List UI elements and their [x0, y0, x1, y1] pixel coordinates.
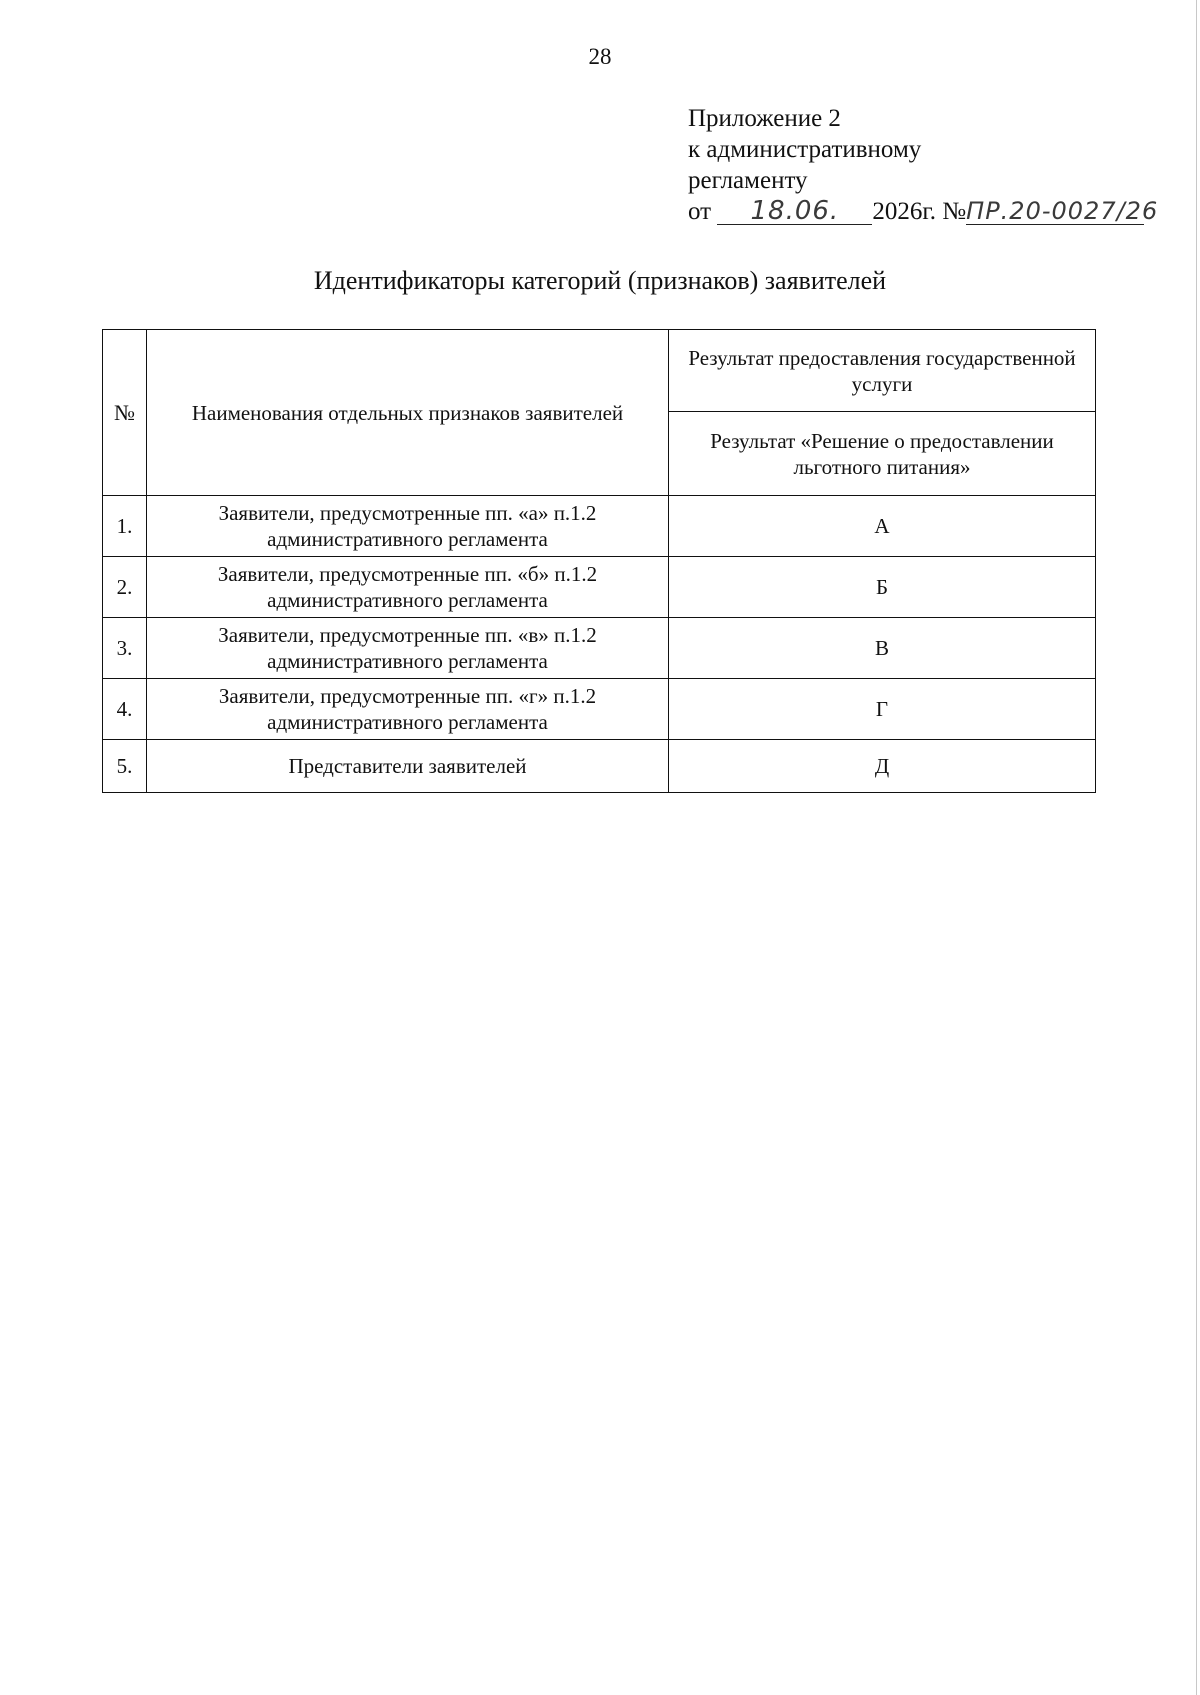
table-row: [103, 618, 1096, 679]
appendix-line-2: к административному: [688, 136, 922, 163]
row-name: Заявители, предусмотренные пп. «б» п.1.2 административного регламента: [147, 557, 669, 618]
row-name: Заявители, предусмотренные пп. «в» п.1.2 административного регламента: [147, 618, 669, 679]
row-number: 2.: [103, 557, 147, 618]
table-header-row: [103, 330, 1096, 412]
header-result-sub: Результат «Решение о предоставлении льготного питания»: [669, 412, 1096, 496]
appendix-date-line: [688, 196, 1159, 227]
year-number-label: 2026г. №: [872, 198, 967, 225]
handwritten-document-number: ПР.20-0027/26: [966, 197, 1159, 225]
row-name: Заявители, предусмотренные пп. «а» п.1.2 административного регламента: [147, 496, 669, 557]
row-result: В: [669, 618, 1096, 679]
appendix-block: [688, 103, 1159, 227]
row-number: 1.: [103, 496, 147, 557]
table-row: [103, 679, 1096, 740]
row-name: Представители заявителей: [147, 740, 669, 793]
header-result-group: Результат предоставления государственной услуги: [669, 330, 1096, 412]
header-number: №: [103, 330, 147, 496]
document-title: Идентификаторы категорий (признаков) заявителей: [313, 266, 887, 295]
header-name: Наименования отдельных признаков заявителей: [147, 330, 669, 496]
appendix-line-1: Приложение 2: [688, 105, 841, 132]
page-number: 28: [588, 44, 612, 69]
from-label: от: [688, 198, 712, 225]
handwritten-date: 18.06.: [717, 198, 872, 225]
row-number: 3.: [103, 618, 147, 679]
row-result: Б: [669, 557, 1096, 618]
row-result: Д: [669, 740, 1096, 793]
identifiers-table: [102, 329, 1096, 793]
row-result: А: [669, 496, 1096, 557]
row-result: Г: [669, 679, 1096, 740]
table-row: [103, 496, 1096, 557]
appendix-line-3: регламенту: [688, 167, 808, 194]
table-row: [103, 557, 1096, 618]
scan-edge-line: [1196, 0, 1197, 1695]
table-row: [103, 740, 1096, 793]
row-number: 5.: [103, 740, 147, 793]
row-name: Заявители, предусмотренные пп. «г» п.1.2 административного регламента: [147, 679, 669, 740]
row-number: 4.: [103, 679, 147, 740]
